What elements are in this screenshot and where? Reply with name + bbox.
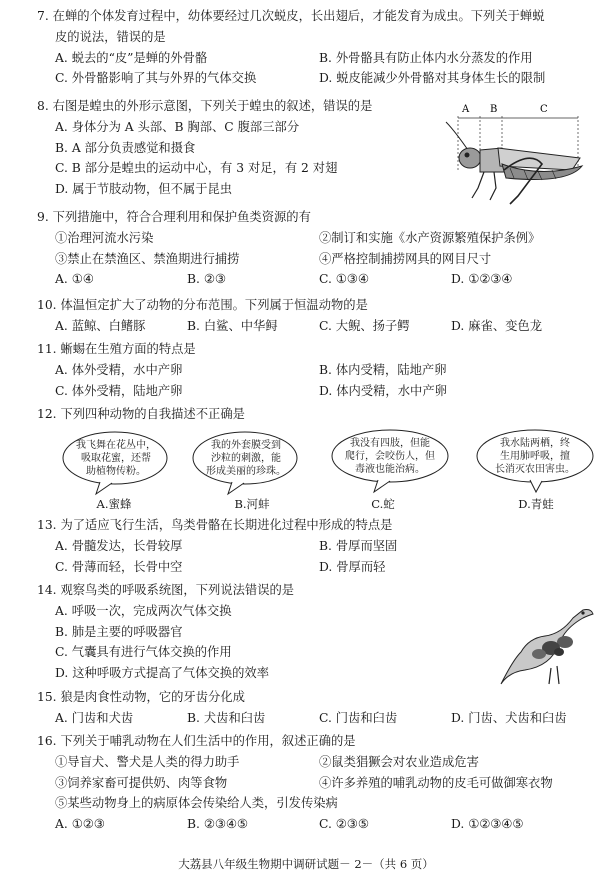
q9-item-2: ②制订和实施《水产资源繁殖保护条例》 — [319, 230, 541, 245]
q16-item-2: ②鼠类猖獗会对农业造成危害 — [319, 754, 479, 769]
q14-option-a[interactable]: A. 呼吸一次，完成两次气体交换 — [55, 603, 232, 618]
q9-option-c[interactable]: C. ①③④ — [319, 272, 369, 287]
q13-options-row2 — [52, 557, 594, 578]
q8-option-a[interactable]: A. 身体分为 A 头部、B 胸部、C 腹部三部分 — [55, 119, 300, 134]
q16-items-row2 — [52, 773, 594, 794]
grasshopper-figure — [440, 100, 590, 210]
bubble-d-text — [479, 437, 591, 476]
bubble-d-line3: 长消灭农田害虫。 — [495, 464, 575, 475]
bubble-b-text — [196, 439, 296, 478]
bubble-b-line1: 我的外套膜受到 — [211, 440, 281, 451]
q11-stem: 11. 蜥蜴在生殖方面的特点是 — [37, 342, 196, 356]
q11-option-d[interactable]: D. 体内受精，水中产卵 — [319, 383, 447, 398]
q13-option-b[interactable]: B. 骨厚而坚固 — [319, 538, 398, 553]
q15-options — [52, 708, 594, 729]
bubble-a-text — [66, 439, 166, 478]
q14-option-d[interactable]: D. 这种呼吸方式提高了气体交换的效率 — [55, 666, 269, 681]
question-11 — [37, 339, 594, 401]
q9-items-row2 — [52, 249, 594, 270]
q14-stem: 14. 观察鸟类的呼吸系统图，下列说法错误的是 — [37, 583, 295, 597]
q11-options-row2 — [52, 381, 594, 402]
q9-option-b[interactable]: B. ②③ — [187, 272, 226, 287]
bubble-c-line2: 爬行，会咬伤人，但 — [345, 451, 435, 462]
q16-items-row1 — [52, 752, 594, 773]
q10-option-c[interactable]: C. 大鲵、扬子鳄 — [319, 318, 410, 333]
q8-option-c[interactable]: C. B 部分是蝗虫的运动中心，有 3 对足，有 2 对翅 — [55, 161, 338, 176]
q15-stem: 15. 狼是肉食性动物，它的牙齿分化成 — [37, 690, 245, 704]
q14-option-c[interactable]: C. 气囊具有进行气体交换的作用 — [55, 645, 232, 660]
fig-label-b: B — [490, 104, 498, 115]
q7-options-row1 — [52, 48, 594, 69]
bubble-d-label[interactable]: D.青蛙 — [518, 497, 554, 511]
q7-option-d[interactable]: D. 蜕皮能减少外骨骼对其身体生长的限制 — [319, 71, 546, 86]
q10-stem: 10. 体温恒定扩大了动物的分布范围。下列属于恒温动物的是 — [37, 298, 368, 312]
q7-option-a[interactable]: A. 蜕去的“皮”是蝉的外骨骼 — [55, 50, 208, 65]
question-10 — [37, 295, 594, 337]
q11-options-row1 — [52, 360, 594, 381]
q7-option-b[interactable]: B. 外骨骼具有防止体内水分蒸发的作用 — [319, 50, 533, 65]
q13-option-d[interactable]: D. 骨厚而轻 — [319, 559, 386, 574]
q16-item-3: ③饲养家畜可提供奶、肉等食物 — [55, 775, 228, 790]
q7-stem-line1: 7. 在蝉的个体发育过程中，幼体要经过几次蜕皮，长出翅后，才能发育为成虫。下列关于蝉蜕 — [37, 9, 545, 23]
q7-stem-line2: 皮的说法，错误的是 — [55, 29, 166, 44]
q9-item-3: ③禁止在禁渔区、禁渔期进行捕捞 — [55, 251, 240, 266]
question-15 — [37, 687, 594, 729]
q13-option-c[interactable]: C. 骨薄而轻，长骨中空 — [55, 559, 183, 574]
q16-option-b[interactable]: B. ②③④⑤ — [187, 817, 248, 832]
q12-stem: 12. 下列四种动物的自我描述不正确是 — [37, 407, 245, 421]
q10-option-a[interactable]: A. 蓝鲸、白鳍豚 — [55, 318, 146, 333]
q10-option-d[interactable]: D. 麻雀、变色龙 — [451, 318, 543, 333]
q9-option-d[interactable]: D. ①②③④ — [451, 272, 513, 287]
q11-option-b[interactable]: B. 体内受精，陆地产卵 — [319, 362, 447, 377]
q13-options-row1 — [52, 536, 594, 557]
bubble-c-line1: 我没有四肢，但能 — [350, 438, 430, 449]
page-footer: 大荔县八年级生物期中调研试题－ 2－（共 6 页） — [178, 857, 434, 871]
q16-item-1: ①导盲犬、警犬是人类的得力助手 — [55, 754, 240, 769]
q16-option-a[interactable]: A. ①②③ — [55, 817, 105, 832]
q9-stem: 9. 下列措施中，符合合理利用和保护鱼类资源的有 — [37, 210, 311, 224]
q14-option-b[interactable]: B. 肺是主要的呼吸器官 — [55, 624, 183, 639]
bubble-b-line2: 沙粒的刺激，能 — [211, 453, 281, 464]
bubble-c-label[interactable]: C.蛇 — [371, 497, 395, 511]
q9-option-a[interactable]: A. ①④ — [55, 272, 94, 287]
bubble-d-line1: 我水陆两栖，终 — [500, 438, 570, 449]
q16-item-4: ④许多养殖的哺乳动物的皮毛可做御寒衣物 — [319, 775, 553, 790]
bubble-c-line3: 毒液也能治病。 — [355, 464, 425, 475]
q10-options — [52, 316, 594, 337]
bubble-a-line1: 我飞舞在花丛中， — [76, 440, 156, 451]
q7-option-c[interactable]: C. 外骨骼影响了其与外界的气体交换 — [55, 71, 257, 86]
q15-option-c[interactable]: C. 门齿和臼齿 — [319, 710, 398, 725]
bubble-a-line2: 吸取花蜜，还帮 — [81, 453, 151, 464]
q7-options-row2 — [52, 68, 594, 89]
question-7 — [37, 6, 594, 89]
question-9 — [37, 207, 594, 290]
bubble-a-line3: 助植物传粉。 — [86, 466, 146, 477]
q9-item-4: ④严格控制捕捞网具的网目尺寸 — [319, 251, 492, 266]
q15-option-a[interactable]: A. 门齿和犬齿 — [55, 710, 134, 725]
bubble-d-line2: 生用肺呼吸，擅 — [500, 451, 570, 462]
q16-item-5: ⑤某些动物身上的病原体会传染给人类，引发传染病 — [55, 796, 338, 811]
fig-label-c: C — [540, 104, 548, 115]
bubble-b-label[interactable]: B.河蚌 — [234, 497, 270, 511]
q11-option-a[interactable]: A. 体外受精，水中产卵 — [55, 362, 183, 377]
q15-option-d[interactable]: D. 门齿、犬齿和臼齿 — [451, 710, 567, 725]
q10-option-b[interactable]: B. 白鲨、中华鲟 — [187, 318, 278, 333]
bubble-b-line3: 形成美丽的珍珠。 — [206, 466, 286, 477]
q9-item-1: ①治理河流水污染 — [55, 230, 154, 245]
bubble-a-label[interactable]: A.蜜蜂 — [96, 497, 132, 511]
bird-respiratory-figure — [495, 600, 595, 690]
q16-stem: 16. 下列关于哺乳动物在人们生活中的作用，叙述正确的是 — [37, 734, 356, 748]
question-12 — [37, 404, 594, 425]
q16-option-d[interactable]: D. ①②③④⑤ — [451, 817, 524, 832]
q11-option-c[interactable]: C. 体外受精，陆地产卵 — [55, 383, 183, 398]
question-16 — [37, 731, 594, 835]
q16-options — [52, 814, 594, 835]
q15-option-b[interactable]: B. 犬齿和臼齿 — [187, 710, 266, 725]
bubble-c-text — [334, 437, 446, 476]
q8-option-d[interactable]: D. 属于节肢动物，但不属于昆虫 — [55, 182, 233, 197]
q13-stem: 13. 为了适应飞行生活，鸟类骨骼在长期进化过程中形成的特点是 — [37, 518, 393, 532]
q8-option-b[interactable]: B. A 部分负责感觉和摄食 — [55, 140, 196, 155]
q8-stem: 8. 右图是蝗虫的外形示意图，下列关于蝗虫的叙述，错误的是 — [37, 99, 373, 113]
q9-items-row1 — [52, 228, 594, 249]
question-13 — [37, 515, 594, 577]
q9-options — [52, 269, 594, 290]
q13-option-a[interactable]: A. 骨髓发达，长骨较厚 — [55, 538, 183, 553]
fig-label-a: A — [462, 104, 470, 115]
q16-option-c[interactable]: C. ②③⑤ — [319, 817, 369, 832]
